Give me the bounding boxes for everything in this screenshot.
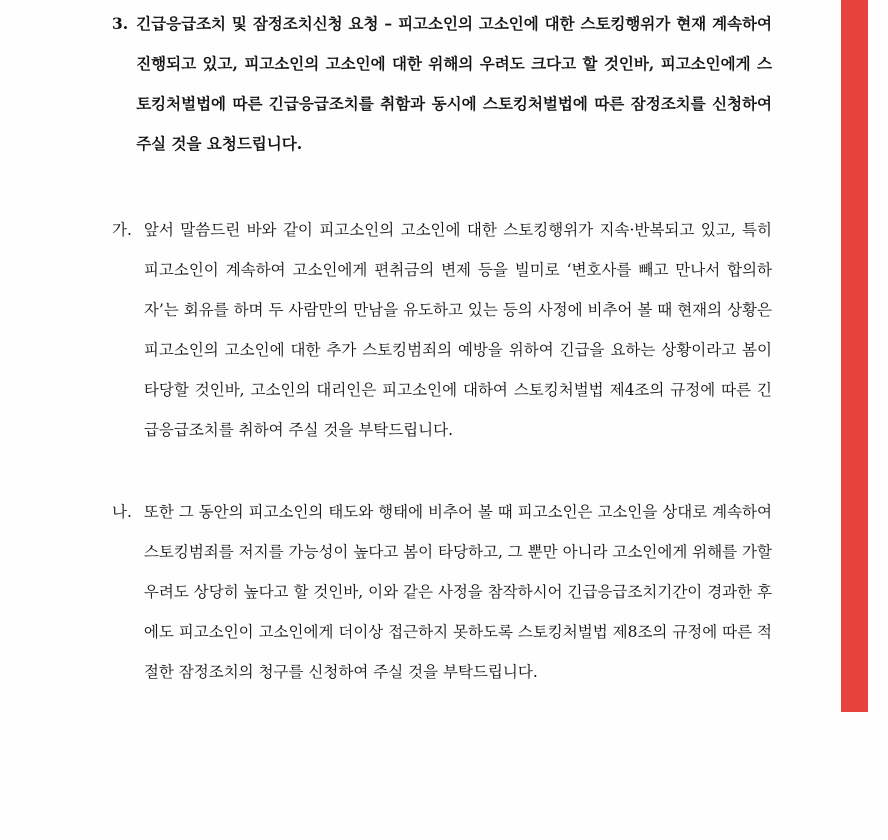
scan-edge-bar <box>841 0 868 712</box>
paragraph-marker: 나. <box>112 503 132 521</box>
paragraph-text: 긴급응급조치 및 잠정조치신청 요청 – 피고소인의 고소인에 대한 스토킹행위가 현재 계속하여 진행되고 있고, 피고소인의 고소인에 대한 위해의 우려도 크다고 할 것인바, 피고소인에게 스토킹처벌법에 따른 긴급응급조치를 취함과 동시에 스토킹처벌법에 따른 잠정조치를 신청하여 주실 것을 요청드립니다. <box>136 14 772 153</box>
paragraph-block-ga <box>112 210 772 450</box>
paragraph-block-3 <box>112 0 772 164</box>
paragraph-text: 또한 그 동안의 피고소인의 태도와 행태에 비추어 볼 때 피고소인은 고소인을 상대로 계속하여 스토킹범죄를 저지를 가능성이 높다고 봄이 타당하고, 그 뿐만 아니라 고소인에게 위해를 가할 우려도 상당히 높다고 할 것인바, 이와 같은 사정을 참작하시어 긴급응급조치기간이 경과한 후에도 피고소인이 고소인에게 더이상 접근하지 못하도록 스토킹처벌법 제8조의 규정에 따른 적절한 잠정조치의 청구를 신청하여 주실 것을 부탁드립니다. <box>143 503 773 681</box>
paragraph-spacer <box>112 164 772 210</box>
document-content <box>112 0 772 692</box>
paragraph-text: 앞서 말씀드린 바와 같이 피고소인의 고소인에 대한 스토킹행위가 지속·반복되고 있고, 특히 피고소인이 계속하여 고소인에게 편취금의 변제 등을 빌미로 ‘변호사를 빼고 만나서 합의하자’는 회유를 하며 두 사람만의 만남을 유도하고 있는 등의 사정에 비추어 볼 때 현재의 상황은 피고소인의 고소인에 대한 추가 스토킹범죄의 예방을 위하여 긴급을 요하는 상황이라고 봄이 타당할 것인바, 고소인의 대리인은 피고소인에 대하여 스토킹처벌법 제4조의 규정에 따른 긴급응급조치를 취하여 주실 것을 부탁드립니다. <box>143 221 772 439</box>
paragraph-marker: 가. <box>112 221 132 239</box>
paragraph-spacer <box>112 450 772 492</box>
paragraph-marker: 3. <box>112 14 129 33</box>
paragraph-block-na <box>112 492 772 692</box>
